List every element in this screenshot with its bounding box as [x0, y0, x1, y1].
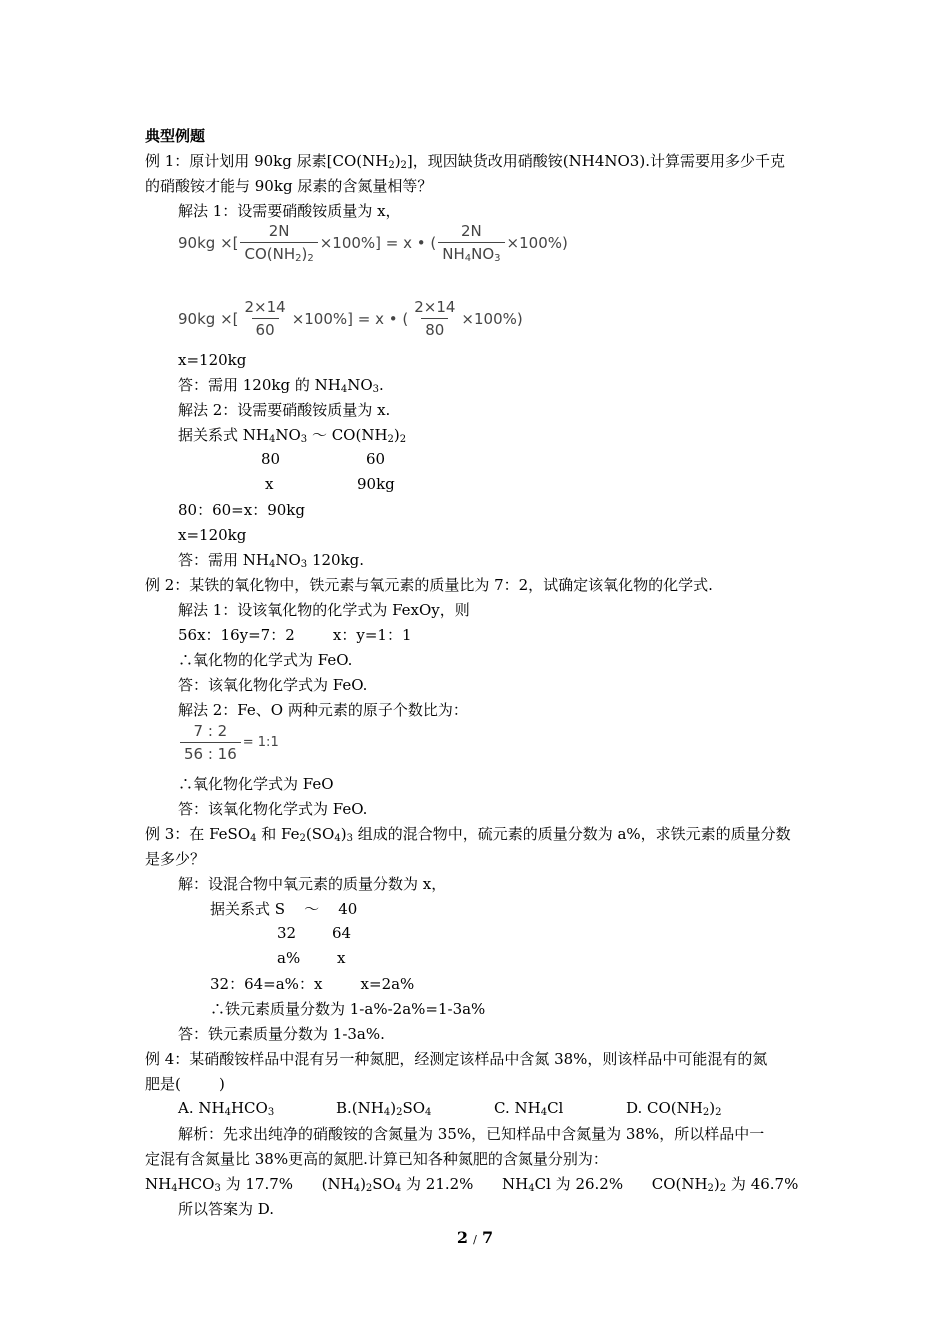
- ex4-explanation-line1: 解析：先求出纯净的硝酸铵的含氮量为 35%，已知样品中含氮量为 38%，所以样品中一: [178, 1125, 765, 1143]
- fraction-numeric-2: $\frac{2\times 14}{80}$: [414, 298, 456, 339]
- ex4-question-line2: 肥是( ): [145, 1075, 225, 1093]
- ex3-solution: 解：设混合物中氧元素的质量分数为 x，: [178, 875, 447, 893]
- ex2-method2: 解法 2：Fe、O 两种元素的原子个数比为：: [178, 701, 468, 719]
- ex1-value-60: 60: [366, 450, 386, 468]
- ex3-calc: 32：64=a%：x x=2a%: [210, 975, 415, 993]
- ex1-result1: x=120kg: [178, 351, 247, 369]
- ex4-explanation-line2: 定混有含氮量比 38%更高的氮肥.计算已知各种氮肥的含氮量分别为：: [145, 1150, 608, 1168]
- ex3-question-line2: 是多少？: [145, 850, 206, 868]
- fraction-numeric-1: $\frac{2\times 14}{60}$: [244, 298, 286, 339]
- fraction-urea: $\frac{2N}{CO(NH_2)_2}$: [240, 222, 317, 263]
- ex2-answer2: 答：该氧化物化学式为 FeO.: [178, 800, 368, 818]
- ex4-answer: 所以答案为 D.: [178, 1200, 275, 1218]
- ex4-option-c: C. $NH_4Cl$: [494, 1099, 564, 1118]
- ex4-question-line1: 例 4：某硝酸铵样品中混有另一种氮肥，经测定该样品中含氮 38%，则该样品中可能混有的氮: [145, 1050, 768, 1068]
- ex3-value-x: x: [337, 949, 346, 967]
- ex2-answer1: 答：该氧化物化学式为 FeO.: [178, 676, 368, 694]
- ex2-question: 例 2：某铁的氧化物中，铁元素与氧元素的质量比为 7：2，试确定该氧化物的化学式.: [145, 576, 713, 594]
- ex4-nitrogen-contents: $NH_4HCO_3$ 为 17.7% $(NH_4)_2SO_4$ 为 21.2% $NH_4Cl$ 为 26.2% $CO(NH_2)_2$ 为 46.7%: [145, 1175, 799, 1194]
- ex4-option-b: $B.(NH_4)_2SO_4$: [336, 1099, 432, 1118]
- ex3-question-line1: 例 3：在 FeSO$_4$ 和 $Fe_2(SO_4)_3$ 组成的混合物中，硫元素的质量分数为 a%，求铁元素的质量分数: [145, 825, 791, 844]
- ex4-option-a: A. $NH_4HCO_3$: [178, 1099, 275, 1118]
- section-title: 典型例题: [145, 127, 206, 145]
- ex2-method1: 解法 1：设该氧化物的化学式为 FexOy，则: [178, 601, 470, 619]
- ex1-value-90kg: 90kg: [357, 475, 395, 493]
- ex2-conclusion1: ∴氧化物的化学式为 FeO.: [178, 651, 353, 669]
- ex1-formula-1: 90kg ×[ $\frac{2N}{CO(NH_2)_2}$ ×100%] = x • ( $\frac{2N}{NH_4NO_3}$ ×100%): [178, 222, 568, 264]
- ex1-question-line2: 的硝酸铵才能与 90kg 尿素的含氮量相等？: [145, 177, 433, 195]
- ex4-option-d: D. $CO(NH_2)_2$: [626, 1099, 722, 1118]
- ex1-question-line1: 例 1：原计划用 90kg 尿素$[CO(NH_2)_2]$，现因缺货改用硝酸铵(NH4NO3).计算需要用多少千克: [145, 152, 785, 171]
- ex1-value-x: x: [265, 475, 274, 493]
- ex2-conclusion2: ∴氧化物化学式为 FeO: [178, 775, 334, 793]
- ex1-answer1: 答：需用 120kg 的 $NH_4NO_3$.: [178, 376, 384, 395]
- ex3-relation: 据关系式 S ～ 40: [210, 900, 358, 918]
- ex3-answer: 答：铁元素质量分数为 1-3a%.: [178, 1025, 385, 1043]
- ex1-method2: 解法 2：设需要硝酸铵质量为 x.: [178, 401, 391, 419]
- ex3-value-a: a%: [277, 949, 301, 967]
- ex1-method1: 解法 1：设需要硝酸铵质量为 x，: [178, 202, 401, 220]
- ex3-value-64: 64: [332, 924, 352, 942]
- ex2-calc: 56x：16y=7：2 x：y=1：1: [178, 626, 412, 644]
- ex1-value-80: 80: [261, 450, 281, 468]
- ex3-value-32: 32: [277, 924, 297, 942]
- fraction-ammonium-nitrate: $\frac{2N}{NH_4NO_3}$: [438, 222, 504, 263]
- fraction-ratio: $\frac{7 : 2}{56 : 16}$: [180, 722, 241, 763]
- ex1-result2: x=120kg: [178, 526, 247, 544]
- ex1-ratio: 80：60=x：90kg: [178, 501, 305, 519]
- ex1-formula-2: 90kg ×[ $\frac{2\times 14}{60}$ ×100%] = x • ( $\frac{2\times 14}{80}$ ×100%): [178, 298, 523, 339]
- ex1-relation: 据关系式 $NH_4NO_3$ ～ $CO(NH_2)_2$: [178, 426, 407, 445]
- ex3-conclusion: ∴铁元素质量分数为 1-a%-2a%=1-3a%: [210, 1000, 486, 1018]
- page-number: 2 / 7: [456, 1228, 494, 1247]
- ex1-answer2: 答：需用 $NH_4NO_3$ 120kg.: [178, 551, 365, 570]
- ex2-ratio-fraction: $\frac{7 : 2}{56 : 16}$ = 1:1: [178, 722, 279, 763]
